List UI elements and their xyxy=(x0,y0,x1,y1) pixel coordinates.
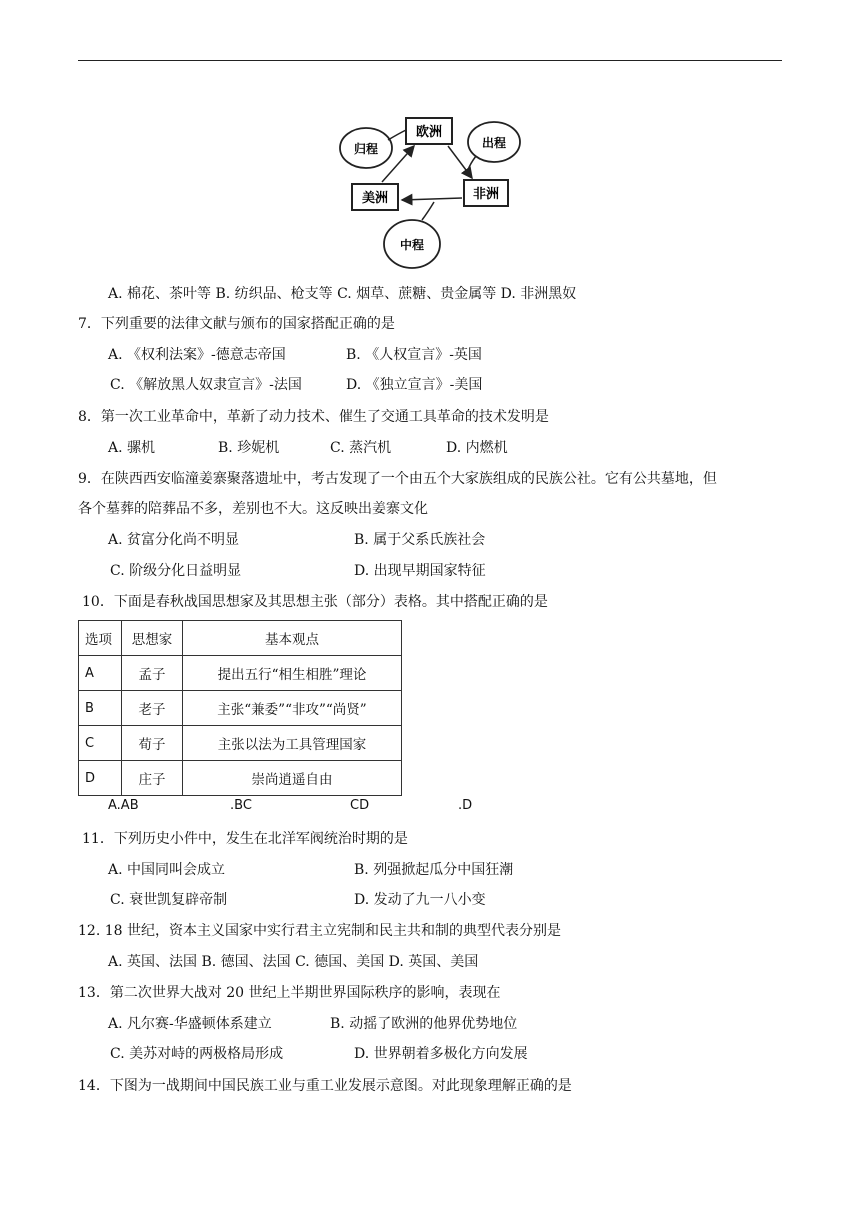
table-row xyxy=(79,761,402,796)
q13-option-c: C. 美苏对峙的两极格局形成 xyxy=(110,1046,284,1062)
arrow-africa-to-america xyxy=(402,198,462,200)
label-africa: 非洲 xyxy=(472,187,500,202)
q8-option-c: C. 蒸汽机 xyxy=(330,440,392,456)
q10-answer-d: .D xyxy=(458,798,473,813)
box-europe xyxy=(406,118,452,144)
label-america: 美洲 xyxy=(361,191,389,206)
triangular-trade-diagram xyxy=(330,104,530,274)
table-row xyxy=(79,691,402,726)
arrow-europe-to-africa xyxy=(448,146,472,178)
q7-option-a: A. 《权利法案》-德意志帝国 xyxy=(108,347,286,363)
q7-option-d: D. 《独立宣言》-美国 xyxy=(346,377,483,393)
q9-stem-line2: 各个墓葬的陪葬品不多，差别也不大。这反映出姜寨文化 xyxy=(78,501,428,517)
q14-stem: 14．下图为一战期间中国民族工业与重工业发展示意图。对此现象理解正确的是 xyxy=(78,1078,572,1094)
row-thinker: 老子 xyxy=(122,691,183,726)
q11-stem: 11．下列历史小件中，发生在北洋军阀统治时期的是 xyxy=(82,831,408,847)
header-rule xyxy=(78,60,782,61)
table-row xyxy=(79,656,402,691)
row-view: 主张“兼委”“非攻”“尚贤” xyxy=(183,691,402,726)
q10-answer-a: A.AB xyxy=(108,798,139,813)
q9-option-c: C. 阶级分化日益明显 xyxy=(110,563,242,579)
label-outbound: 出程 xyxy=(481,136,507,150)
row-view: 崇尚逍遥自由 xyxy=(183,761,402,796)
header-view: 基本观点 xyxy=(183,621,402,656)
q13-option-b: B. 动摇了欧洲的他界优势地位 xyxy=(330,1016,518,1032)
row-view: 主张以法为工具管理国家 xyxy=(183,726,402,761)
bubble-outbound xyxy=(468,122,520,170)
q8-option-a: A. 骡机 xyxy=(108,440,156,456)
q11-option-b: B. 列强掀起瓜分中国狂潮 xyxy=(354,862,514,878)
row-thinker: 荀子 xyxy=(122,726,183,761)
q7-stem: 7．下列重要的法律文献与颁布的国家搭配正确的是 xyxy=(78,316,395,332)
q7-option-b: B. 《人权宣言》-英国 xyxy=(346,347,482,363)
row-thinker: 庄子 xyxy=(122,761,183,796)
q11-option-c: C. 衰世凯复辟帝制 xyxy=(110,892,228,908)
table-row xyxy=(79,726,402,761)
q12-stem: 12. 18 世纪，资本主义国家中实行君主立宪制和民主共和制的典型代表分别是 xyxy=(78,923,561,939)
box-africa xyxy=(464,180,508,206)
row-thinker: 孟子 xyxy=(122,656,183,691)
label-europe: 欧洲 xyxy=(415,125,443,140)
label-middle: 中程 xyxy=(399,238,425,252)
bubble-middle xyxy=(384,202,440,268)
q13-option-d: D. 世界朝着多极化方向发展 xyxy=(354,1046,528,1062)
q12-options: A. 英国、法国 B. 德国、法国 C. 德国、美国 D. 英国、美国 xyxy=(108,954,479,970)
row-option: C xyxy=(79,726,122,761)
table-header-row xyxy=(79,621,402,656)
q9-stem-line1: 9．在陕西西安临潼姜寨聚落遗址中，考古发现了一个由五个大家族组成的民族公社。它有公共墓地，但 xyxy=(78,471,717,487)
box-america xyxy=(352,184,398,210)
row-option: B xyxy=(79,691,122,726)
row-option: A xyxy=(79,656,122,691)
q9-option-a: A. 贫富分化尚不明显 xyxy=(108,532,240,548)
q10-answer-c: CD xyxy=(350,798,370,813)
q13-stem: 13．第二次世界大战对 20 世纪上半期世界国际秩序的影响，表现在 xyxy=(78,985,501,1001)
q13-option-a: A. 凡尔赛-华盛顿体系建立 xyxy=(108,1016,272,1032)
q8-stem: 8．第一次工业革命中，革新了动力技术、催生了交通工具革命的技术发明是 xyxy=(78,409,549,425)
row-option: D xyxy=(79,761,122,796)
q9-option-b: B. 属于父系氏族社会 xyxy=(354,532,486,548)
q10-answer-b: .BC xyxy=(230,798,252,813)
q10-table xyxy=(78,620,402,796)
q11-option-d: D. 发动了九一八小变 xyxy=(354,892,486,908)
label-return: 归程 xyxy=(353,142,379,156)
q11-option-a: A. 中国同叫会成立 xyxy=(108,862,226,878)
header-option: 选项 xyxy=(79,621,122,656)
q7-option-c: C. 《解放黑人奴隶宣言》-法国 xyxy=(110,377,302,393)
bubble-return xyxy=(340,128,406,168)
q10-stem: 10．下面是春秋战国思想家及其思想主张（部分）表格。其中搭配正确的是 xyxy=(82,594,548,610)
header-thinker: 思想家 xyxy=(122,621,183,656)
q8-option-b: B. 珍妮机 xyxy=(218,440,280,456)
q9-option-d: D. 出现早期国家特征 xyxy=(354,563,486,579)
q6-options: A. 棉花、茶叶等 B. 纺织品、枪支等 C. 烟草、蔗糖、贵金属等 D. 非洲黑奴 xyxy=(108,286,577,302)
q8-option-d: D. 内燃机 xyxy=(446,440,508,456)
row-view: 提出五行“相生相胜”理论 xyxy=(183,656,402,691)
